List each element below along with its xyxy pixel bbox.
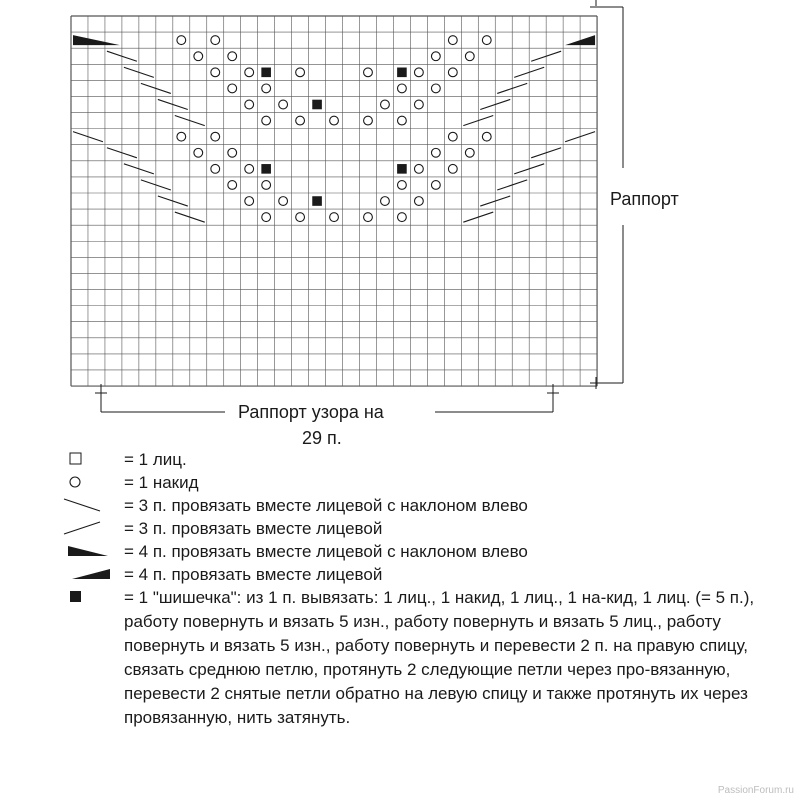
yarn-over-symbol (279, 197, 288, 206)
yarn-over-symbol (364, 213, 373, 222)
yarn-over-symbol (228, 84, 237, 93)
legend-text: = 1 лиц. (124, 450, 187, 469)
legend-item-k4tog-left (60, 540, 780, 563)
bobble-symbol (261, 68, 271, 78)
yarn-over-symbol (245, 164, 254, 173)
yarn-over-symbol (245, 68, 254, 77)
k3tog-left-symbol-icon (60, 494, 124, 517)
yarn-over-symbol (414, 68, 423, 77)
yarn-over-symbol (262, 116, 271, 125)
legend-item-k3tog (60, 517, 780, 540)
legend-text: = 4 п. провязать вместе лицевой с наклоном влево (124, 542, 528, 561)
yarn-over-symbol (448, 68, 457, 77)
yarn-over-symbol (211, 132, 220, 141)
yarn-over-symbol (431, 181, 440, 190)
yarn-over-symbol (414, 100, 423, 109)
yarn-over-symbol (398, 84, 407, 93)
k4tog-left-symbol-icon (60, 540, 124, 563)
bobble-symbol (312, 100, 322, 110)
yarn-over-symbol (177, 132, 186, 141)
yarn-over-symbol (228, 52, 237, 61)
yarn-over-symbol (211, 164, 220, 173)
yarn-over-symbol (211, 36, 220, 45)
pattern-rapport-label-line2: 29 п. (302, 428, 342, 448)
yarn-over-symbol (414, 197, 423, 206)
legend-item-k3tog-left (60, 494, 780, 517)
yarn-over-symbol (431, 52, 440, 61)
yarn-over-symbol (262, 84, 271, 93)
yarn-over-symbol (245, 197, 254, 206)
bobble-symbol (312, 196, 322, 206)
yarn-over-symbol (296, 68, 305, 77)
yarn-over-symbol (296, 116, 305, 125)
yarn-over-symbol (414, 164, 423, 173)
yarn-over-symbol (448, 164, 457, 173)
legend-item-bobble (60, 586, 780, 730)
yarn-over-symbol (211, 68, 220, 77)
rapport-label: Раппорт (610, 189, 679, 209)
yarn-over-symbol (330, 213, 339, 222)
legend-text: = 3 п. провязать вместе лицевой с наклоном влево (124, 496, 528, 515)
watermark: PassionForum.ru (717, 785, 794, 796)
legend-text: = 3 п. провязать вместе лицевой (124, 519, 383, 538)
yarn-over-symbol (448, 36, 457, 45)
yarn-over-symbol (364, 68, 373, 77)
k4tog-left-symbol (73, 35, 120, 45)
yarn-over-symbol (482, 36, 491, 45)
yarn-over-symbol-icon (60, 471, 124, 494)
legend-item-yarn-over (60, 471, 780, 494)
bobble-symbol (261, 164, 271, 174)
knit-symbol-icon (60, 448, 124, 471)
yarn-over-symbol (194, 148, 203, 157)
legend-text: = 4 п. провязать вместе лицевой (124, 565, 383, 584)
yarn-over-symbol (296, 213, 305, 222)
yarn-over-symbol (465, 148, 474, 157)
pattern-rapport-label-line1: Раппорт узора на (238, 402, 384, 422)
bobble-symbol (397, 164, 407, 174)
yarn-over-symbol (398, 116, 407, 125)
yarn-over-symbol (177, 36, 186, 45)
k4tog-symbol-icon (60, 563, 124, 586)
bobble-symbol (397, 68, 407, 78)
yarn-over-symbol (262, 181, 271, 190)
chart-legend (60, 448, 780, 730)
legend-item-k4tog (60, 563, 780, 586)
yarn-over-symbol (448, 132, 457, 141)
yarn-over-symbol (381, 100, 390, 109)
yarn-over-symbol (398, 213, 407, 222)
yarn-over-symbol (398, 181, 407, 190)
yarn-over-symbol (381, 197, 390, 206)
yarn-over-symbol (279, 100, 288, 109)
yarn-over-symbol (245, 100, 254, 109)
yarn-over-symbol (262, 213, 271, 222)
yarn-over-symbol (364, 116, 373, 125)
legend-text: = 1 "шишечка": из 1 п. вывязать: 1 лиц., 1 накид, 1 лиц., 1 на-кид, 1 лиц. (= 5 п.), работу повернуть и вязать 5 изн., работу повернуть и вязать 5 лиц., работу повернуть и вязать 5 изн., работу повернуть и перевести 2 п. на правую спицу, связать среднюю петлю, протянуть 2 следующие петли через про-вязанную, перевести 2 снятые петли обратно на левую спицу и также протянуть их через провязанную, нить затянуть. (124, 588, 755, 727)
yarn-over-symbol (482, 132, 491, 141)
legend-item-knit (60, 448, 780, 471)
bobble-symbol-icon (60, 586, 124, 609)
yarn-over-symbol (194, 52, 203, 61)
yarn-over-symbol (431, 148, 440, 157)
yarn-over-symbol (330, 116, 339, 125)
yarn-over-symbol (228, 148, 237, 157)
legend-text: = 1 накид (124, 473, 199, 492)
yarn-over-symbol (228, 181, 237, 190)
chart-grid (71, 16, 597, 386)
yarn-over-symbol (431, 84, 440, 93)
k3tog-symbol-icon (60, 517, 124, 540)
yarn-over-symbol (465, 52, 474, 61)
